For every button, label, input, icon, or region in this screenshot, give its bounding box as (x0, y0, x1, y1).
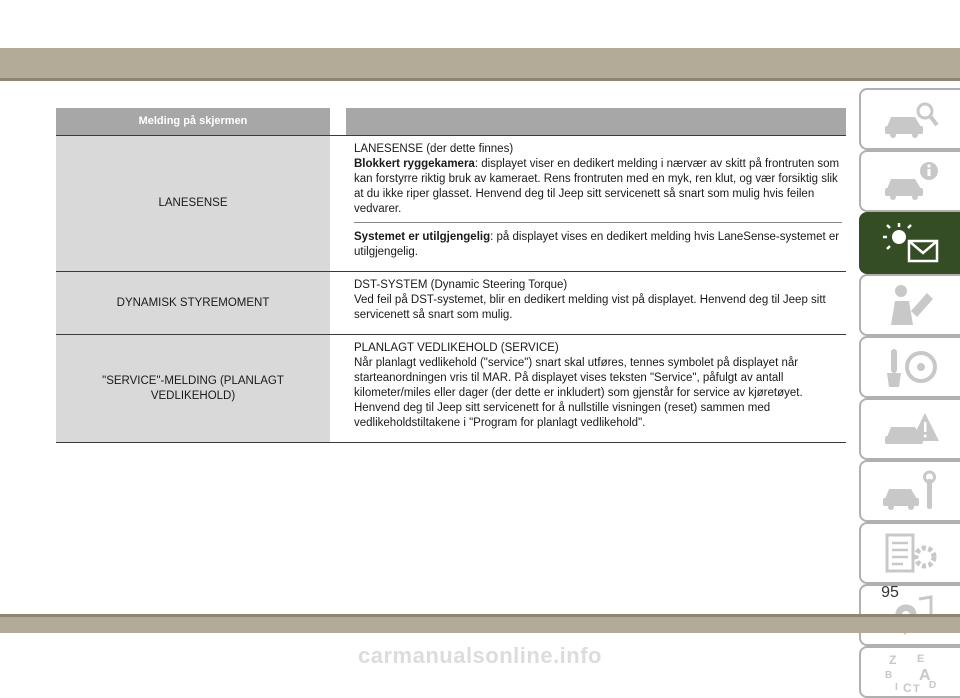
row-label: DYNAMISK STYREMOMENT (56, 272, 330, 334)
table-row (56, 271, 846, 334)
svg-text:I: I (894, 682, 898, 693)
tab-technical-data[interactable] (859, 522, 960, 584)
tab-warning-lights-messages[interactable] (859, 212, 960, 274)
bottom-band (0, 617, 960, 633)
entry-text: Når planlagt vedlikehold ("service") snart skal utføres, tennes symbolet på displayet når starteanordningen vris til MAR. På displayet vises teksten "Service", påfulgt av antall kilometer/miles eller dager (der dette er inkludert) som gjenstår for service av kjøretøyet. (354, 357, 803, 399)
table-header (56, 108, 846, 135)
row-description (354, 136, 846, 271)
svg-text:T: T (912, 683, 920, 694)
tab-starting-driving[interactable] (859, 336, 960, 398)
row-subentry (354, 140, 842, 222)
svg-text:D: D (928, 680, 936, 691)
entry-title: LANESENSE (der dette finnes) (354, 143, 514, 155)
svg-text:E: E (916, 653, 924, 665)
header-left-cell: Melding på skjermen (56, 108, 330, 135)
entry-title: DST-SYSTEM (Dynamic Steering Torque) (354, 279, 568, 291)
top-band-line (0, 78, 960, 81)
page-number: 95 (881, 584, 899, 601)
entry-bold-term: Blokkert ryggekamera (354, 158, 475, 170)
specs-gear-icon (881, 531, 941, 575)
row-description (354, 335, 846, 442)
tab-car-search[interactable] (859, 88, 960, 150)
tab-maintenance[interactable] (859, 460, 960, 522)
table-row (56, 135, 846, 271)
svg-text:C: C (902, 681, 912, 694)
table-row (56, 334, 846, 442)
svg-text:A: A (918, 667, 931, 684)
row-subentry (354, 339, 842, 436)
car-wrench-icon (881, 469, 941, 513)
car-search-icon (881, 97, 941, 141)
row-label: LANESENSE (56, 136, 330, 271)
row-subentry (354, 222, 842, 265)
svg-text:B: B (884, 670, 892, 681)
entry-text: : på displayet vises en dedikert melding hvis LaneSense-systemet er utilgjengelig. (354, 231, 840, 258)
warning-light-message-icon (881, 221, 941, 265)
svg-text:Z: Z (888, 653, 896, 667)
person-airbag-icon (881, 283, 941, 327)
tab-emergency[interactable] (859, 398, 960, 460)
tab-car-info[interactable] (859, 150, 960, 212)
entry-text: Henvend deg til Jeep sitt servicenett for å nullstille visningen (reset) sammen med vedlikeholdstiltakene i "Program for planlagt vedlikehold". (354, 402, 771, 429)
row-label: "SERVICE"-MELDING (PLANLAGT VEDLIKEHOLD) (56, 335, 330, 442)
top-band (0, 48, 960, 78)
key-steering-wheel-icon (881, 345, 941, 389)
tab-safety[interactable] (859, 274, 960, 336)
row-subentry (354, 276, 842, 328)
car-warning-triangle-icon (881, 407, 941, 451)
row-description (354, 272, 846, 334)
entry-title: PLANLAGT VEDLIKEHOLD (SERVICE) (354, 342, 559, 354)
entry-text: : displayet viser en dedikert melding i nærvær av skitt på frontruten som kan forstyrre riktig bruk av kameraet. Rens frontruten med en myk, ren klut, og vær forsiktig slik at du ikke riper glasset. Henvend deg til Jeep sitt servicenett så snart som mulig hvis feilen vedvarer. (354, 158, 840, 215)
entry-bold-term: Systemet er utilgjengelig (354, 231, 491, 243)
header-right-cell (346, 108, 846, 135)
table-bottom-rule (56, 442, 846, 443)
message-table (56, 108, 846, 443)
watermark: carmanualsonline.info (358, 643, 602, 668)
car-info-icon (881, 159, 941, 203)
entry-text: Ved feil på DST-systemet, blir en dedikert melding vist på displayet. Henvend deg til Jeep sitt servicenett så snart som mulig. (354, 294, 826, 321)
